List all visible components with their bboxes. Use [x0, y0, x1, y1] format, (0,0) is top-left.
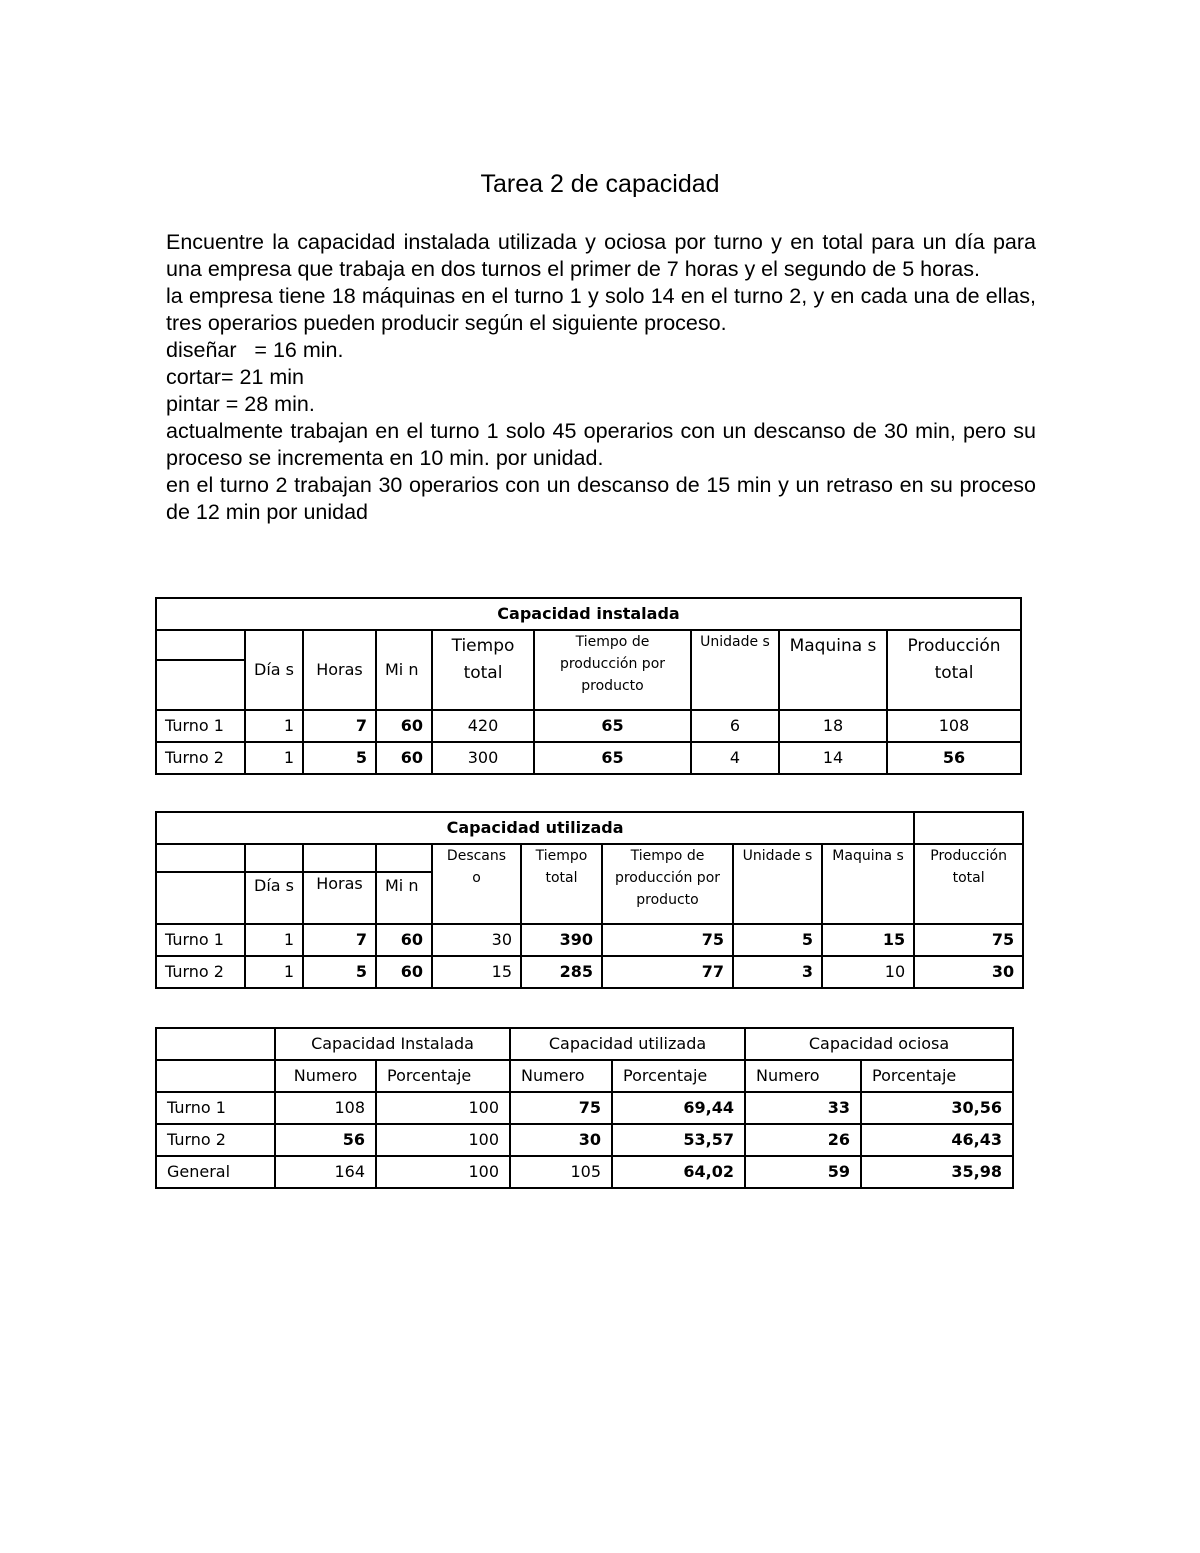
header-dias: Día s	[245, 872, 303, 924]
empty-cell	[303, 844, 376, 872]
paragraph-line: en el turno 2 trabajan 30 operarios con un descanso de 15 min y un retraso en su proceso de 12 min por unidad	[166, 473, 1036, 524]
cell-horas: 5	[303, 956, 376, 988]
sub-header-porcentaje: Porcentaje	[861, 1060, 1013, 1092]
cell-value: 105	[510, 1156, 612, 1188]
cell-unidades: 6	[691, 710, 779, 742]
cell-maquinas: 10	[822, 956, 914, 988]
paragraph-line: actualmente trabajan en el turno 1 solo 45 operarios con un descanso de 30 min, pero su proceso se incrementa en 10 min. por unidad.	[166, 419, 1036, 470]
group-header-instalada: Capacidad Instalada	[275, 1028, 510, 1060]
cell-value: 56	[275, 1124, 376, 1156]
cell-value: 64,02	[612, 1156, 745, 1188]
cell-produccion: 30	[914, 956, 1023, 988]
cell-horas: 7	[303, 924, 376, 956]
paragraph-line: cortar= 21 min	[166, 365, 305, 389]
cell-horas: 7	[303, 710, 376, 742]
cell-produccion: 108	[887, 710, 1021, 742]
cell-value: 75	[510, 1092, 612, 1124]
cell-unidades: 3	[733, 956, 822, 988]
capacidad-instalada-table	[155, 597, 1022, 775]
cell-tiempo-produccion: 77	[602, 956, 733, 988]
empty-cell	[245, 844, 303, 872]
problem-statement	[166, 229, 1036, 526]
header-produccion: Producción total	[887, 630, 1021, 710]
header-horas: Horas	[303, 872, 376, 924]
row-label: Turno 1	[156, 1092, 275, 1124]
cell-value: 35,98	[861, 1156, 1013, 1188]
cell-dias: 1	[245, 710, 303, 742]
header-maquinas: Maquina s	[779, 630, 887, 710]
cell-maquinas: 18	[779, 710, 887, 742]
cell-value: 30	[510, 1124, 612, 1156]
header-dias: Día s	[245, 630, 303, 710]
header-min: Mi n	[376, 872, 432, 924]
cell-value: 100	[376, 1156, 510, 1188]
cell-produccion: 75	[914, 924, 1023, 956]
cell-value: 100	[376, 1092, 510, 1124]
cell-unidades: 4	[691, 742, 779, 774]
cell-value: 46,43	[861, 1124, 1013, 1156]
cell-maquinas: 14	[779, 742, 887, 774]
cell-tiempo-total: 390	[521, 924, 602, 956]
sub-header-numero: Numero	[510, 1060, 612, 1092]
cell-value: 59	[745, 1156, 861, 1188]
row-label: Turno 1	[156, 924, 245, 956]
empty-cell	[156, 844, 245, 872]
cell-min: 60	[376, 710, 432, 742]
cell-dias: 1	[245, 956, 303, 988]
cell-descanso: 30	[432, 924, 521, 956]
empty-cell	[914, 812, 1023, 844]
header-maquinas: Maquina s	[822, 844, 914, 924]
cell-value: 164	[275, 1156, 376, 1188]
header-horas: Horas	[303, 630, 376, 710]
cell-value: 33	[745, 1092, 861, 1124]
capacidad-utilizada-table	[155, 811, 1024, 989]
group-header-ociosa: Capacidad ociosa	[745, 1028, 1013, 1060]
header-min: Mi n	[376, 630, 432, 710]
header-produccion: Producción total	[914, 844, 1023, 924]
paragraph-line: pintar = 28 min.	[166, 392, 315, 416]
cell-min: 60	[376, 924, 432, 956]
empty-cell	[156, 660, 245, 710]
capacidad-resumen-table	[155, 1027, 1014, 1189]
row-label: Turno 2	[156, 742, 245, 774]
cell-tiempo-total: 420	[432, 710, 534, 742]
header-tiempo-produccion: Tiempo de producción por producto	[534, 630, 691, 710]
group-header-utilizada: Capacidad utilizada	[510, 1028, 745, 1060]
header-tiempo-total: Tiempo total	[432, 630, 534, 710]
cell-value: 108	[275, 1092, 376, 1124]
cell-descanso: 15	[432, 956, 521, 988]
cell-value: 100	[376, 1124, 510, 1156]
cell-produccion: 56	[887, 742, 1021, 774]
cell-unidades: 5	[733, 924, 822, 956]
paragraph-line: la empresa tiene 18 máquinas en el turno 1 y solo 14 en el turno 2, y en cada una de ellas, tres operarios pueden producir según el siguiente proceso.	[166, 284, 1036, 335]
row-label: Turno 2	[156, 956, 245, 988]
cell-value: 69,44	[612, 1092, 745, 1124]
document-title: Tarea 2 de capacidad	[480, 170, 720, 198]
sub-header-porcentaje: Porcentaje	[612, 1060, 745, 1092]
table-title: Capacidad utilizada	[156, 812, 914, 844]
cell-tiempo-total: 300	[432, 742, 534, 774]
empty-cell	[156, 630, 245, 660]
header-tiempo-produccion: Tiempo de producción por producto	[602, 844, 733, 924]
cell-tiempo-produccion: 65	[534, 742, 691, 774]
sub-header-porcentaje: Porcentaje	[376, 1060, 510, 1092]
cell-dias: 1	[245, 742, 303, 774]
cell-horas: 5	[303, 742, 376, 774]
row-label: Turno 2	[156, 1124, 275, 1156]
header-tiempo-total: Tiempo total	[521, 844, 602, 924]
cell-tiempo-produccion: 65	[534, 710, 691, 742]
cell-dias: 1	[245, 924, 303, 956]
empty-cell	[156, 1028, 275, 1060]
empty-cell	[156, 1060, 275, 1092]
cell-min: 60	[376, 956, 432, 988]
paragraph-line: diseñar = 16 min.	[166, 338, 344, 362]
cell-tiempo-produccion: 75	[602, 924, 733, 956]
cell-value: 53,57	[612, 1124, 745, 1156]
cell-value: 26	[745, 1124, 861, 1156]
header-descanso: Descans o	[432, 844, 521, 924]
row-label: General	[156, 1156, 275, 1188]
cell-min: 60	[376, 742, 432, 774]
header-unidades: Unidade s	[691, 630, 779, 710]
cell-tiempo-total: 285	[521, 956, 602, 988]
sub-header-numero: Numero	[745, 1060, 861, 1092]
header-unidades: Unidade s	[733, 844, 822, 924]
empty-cell	[376, 844, 432, 872]
table-title: Capacidad instalada	[156, 598, 1021, 630]
sub-header-numero: Numero	[275, 1060, 376, 1092]
empty-cell	[156, 872, 245, 924]
paragraph-line: Encuentre la capacidad instalada utilizada y ociosa por turno y en total para un día para una empresa que trabaja en dos turnos el primer de 7 horas y el segundo de 5 horas.	[166, 230, 1036, 281]
cell-maquinas: 15	[822, 924, 914, 956]
cell-value: 30,56	[861, 1092, 1013, 1124]
row-label: Turno 1	[156, 710, 245, 742]
